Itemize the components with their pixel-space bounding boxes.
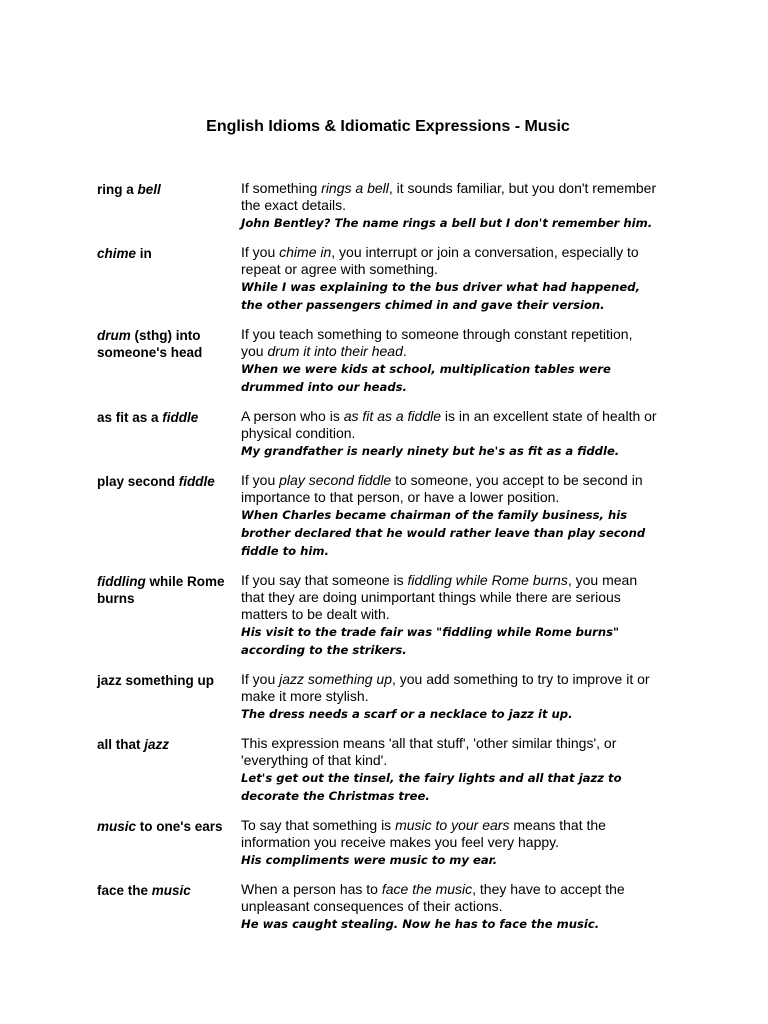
idiom-body [241,735,657,805]
term-part-italic: jazz [144,737,170,752]
definition-part: A person who is [241,408,344,424]
definition-part: is in an excellent state of health or physical condition. [241,408,657,441]
idiom-body [241,244,657,314]
definition-part: , it sounds familiar, but you don't remember the exact details. [241,180,657,213]
idiom-definition [241,817,657,851]
definition-part: If you [241,472,280,488]
term-part: while Rome burns [97,574,225,606]
idiom-definition [241,671,657,705]
idiom-entry [97,671,657,723]
idiom-definition [241,572,657,623]
term-part: ring a [97,182,138,197]
term-part-italic: fiddling [97,574,146,589]
idiom-body [241,817,657,869]
definition-part: This expression means 'all that stuff', 'other similar things', or 'everything of that kind'. [241,735,617,768]
definition-part: . [402,343,407,359]
term-part-italic: fiddle [162,410,199,425]
idiom-body [241,472,657,560]
definition-part: To say that something is [241,817,396,833]
definition-part: , they have to accept the unpleasant consequences of their actions. [241,881,625,914]
term-part-italic: music [97,819,137,834]
idiom-term [97,881,241,933]
term-part: play second [97,474,179,489]
idiom-definition [241,326,657,360]
definition-part: , you add something to try to improve it or make it more stylish. [241,671,650,704]
definition-part: If you [241,671,280,687]
idiom-definition [241,472,657,506]
definition-part-italic: drum it into their head [267,343,403,359]
idiom-entry [97,326,657,396]
definition-part: If something [241,180,322,196]
idiom-entry [97,817,657,869]
definition-part: , you mean that they are doing unimportant things while there are serious matters to be dealt with. [241,572,638,622]
definition-part: If you say that someone is [241,572,408,588]
term-part: (sthg) into someone's head [97,328,203,360]
term-part-italic: bell [137,182,161,197]
idiom-body [241,572,657,659]
idiom-definition [241,881,657,915]
term-part-italic: fiddle [178,474,215,489]
idiom-example: His visit to the trade fair was "fiddling while Rome burns" according to the strikers. [241,625,620,657]
term-part: to one's ears [136,819,223,834]
definition-part: When a person has to [241,881,382,897]
idiom-example: He was caught stealing. Now he has to face the music. [241,917,600,931]
idiom-body [241,671,657,723]
idiom-example: While I was explaining to the bus driver what had happened, the other passengers chimed in and gave their version. [241,280,640,312]
term-part-italic: drum [97,328,131,343]
definition-part-italic: play second fiddle [279,472,392,488]
definition-part: means that the information you receive makes you feel very happy. [241,817,606,850]
idiom-example: When we were kids at school, multiplication tables were drummed into our heads. [241,362,611,394]
idiom-body [241,326,657,396]
idiom-entry [97,244,657,314]
term-part: face the [97,883,152,898]
idiom-term [97,244,241,314]
idiom-term [97,472,241,560]
page-title: English Idioms & Idiomatic Expressions - Music [206,118,570,135]
definition-part-italic: chime in [279,244,332,260]
idiom-term [97,817,241,869]
idiom-entry [97,735,657,805]
idiom-example: Let's get out the tinsel, the fairy lights and all that jazz to decorate the Christmas tree. [241,771,622,803]
idiom-term [97,326,241,396]
term-part: jazz something up [97,673,215,688]
term-part-italic: music [151,883,191,898]
idiom-example: The dress needs a scarf or a necklace to jazz it up. [241,707,573,721]
idiom-definition [241,180,657,214]
idiom-definition [241,244,657,278]
idiom-entry [97,408,657,460]
idiom-definition [241,408,657,442]
idiom-entry [97,472,657,560]
definition-part: , you interrupt or join a conversation, especially to repeat or agree with something. [241,244,639,277]
definition-part-italic: as fit as a fiddle [343,408,442,424]
idiom-term [97,408,241,460]
idiom-body [241,180,657,232]
term-part: all that [97,737,145,752]
idiom-definition [241,735,657,769]
definition-part-italic: music to your ears [395,817,510,833]
idiom-example: My grandfather is nearly ninety but he's as fit as a fiddle. [241,444,620,458]
idiom-example: John Bentley? The name rings a bell but I don't remember him. [241,216,653,230]
term-part-italic: chime [97,246,137,261]
idiom-term [97,735,241,805]
idiom-list [97,180,657,945]
idiom-term [97,671,241,723]
idiom-entry [97,180,657,232]
definition-part-italic: jazz something up [279,671,392,687]
definition-part-italic: fiddling while Rome burns [407,572,568,588]
term-part: as fit as a [97,410,163,425]
definition-part-italic: face the music [381,881,473,897]
idiom-example: His compliments were music to my ear. [241,853,498,867]
idiom-term [97,572,241,659]
idiom-body [241,408,657,460]
definition-part: If you teach something to someone through constant repetition, you [241,326,633,359]
term-part: in [136,246,152,261]
idiom-body [241,881,657,933]
idiom-entry [97,572,657,659]
idiom-example: When Charles became chairman of the family business, his brother declared that he would rather leave than play second fiddle to him. [241,508,646,558]
definition-part: If you [241,244,280,260]
definition-part-italic: rings a bell [321,180,389,196]
definition-part: to someone, you accept to be second in importance to that person, or have a lower position. [241,472,643,505]
idiom-term [97,180,241,232]
idiom-entry [97,881,657,933]
